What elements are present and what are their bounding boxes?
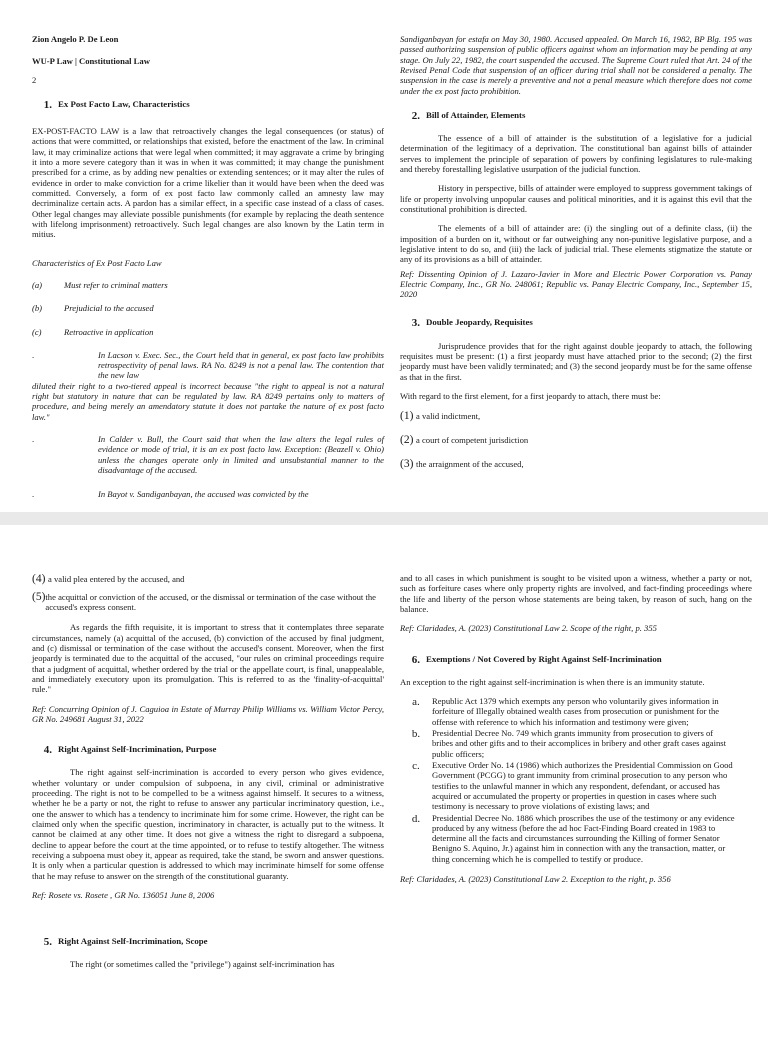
characteristics-heading: Characteristics of Ex Post Facto Law bbox=[32, 257, 162, 268]
page2-left-column bbox=[32, 573, 384, 979]
page-number: 2 bbox=[32, 74, 37, 85]
list-item: (b) Prejudicial to the accused bbox=[32, 303, 154, 314]
document-page-1 bbox=[0, 0, 768, 512]
section-5-heading bbox=[32, 936, 384, 949]
fifth-requisite-paragraph: As regards the fifth requisite, it is important to stress that it contemplates three separate circumstances, namely (a) acquittal of the accused, (b) conviction of the accused by final judgment, and (c) dismissal or termination of the case without the accused's consent. Moreover, when the first jeopardy is terminated due to the acquittal of the accused, "our rules on criminal proceedings require that a judgment of acquittal, whether ordered by the trial or the appellate court, is final, unappealable, and immediately executory upon its promulgation. This is referred to as the 'finality-of-acquittal' rule." bbox=[32, 622, 384, 695]
list-item: d. Presidential Decree No. 1886 which proscribes the use of the testimony or any evidence produced by any witness (before the ad hoc Fact-Finding Board created in 1983 to determine all the facts and circumstances surrounding the Killing of former Senator Benigno S. Aquino, Jr.) against him in connection with any the transaction, matter, or thing concerning which he is compelled to testify or produce. bbox=[411, 812, 735, 864]
course-title: WU-P Law | Constitutional Law bbox=[32, 56, 150, 67]
self-incrimination-scope-paragraph: The right (or sometimes called the "privilege") against self-incrimination has bbox=[70, 959, 335, 970]
list-item: (4) a valid plea entered by the accused, and bbox=[32, 573, 185, 585]
page1-right-column bbox=[400, 34, 752, 482]
list-item: (2) a court of competent jurisdiction bbox=[400, 433, 529, 446]
section-2-heading bbox=[400, 110, 752, 123]
list-item: b. Presidential Decree No. 749 which grants immunity from prosecution to givers of bribes and other gifts and to their accomplices in bribery and other graft cases against public officers; bbox=[411, 728, 726, 759]
section-3-heading bbox=[400, 317, 752, 330]
rosete-reference: Ref: Rosete vs. Rosete , GR No. 136051 June 8, 2006 bbox=[32, 889, 215, 900]
calder-case-paragraph: . In Calder v. Bull, the Court said that when the law alters the legal rules of evidence or mode of trial, it is an ex post facto law. Exception: (Beazell v. Ohio) unless the changes operate only in limited and unsubstantial manner to the disadvantage of the accused. bbox=[32, 434, 384, 475]
scope-continuation-paragraph: and to all cases in which punishment is sought to be visited upon a witness, whether a party or not, such as forfeiture cases where only property rights are involved, and fact-finding proceedings where the life and liberty of the person whose statements are being taken, by reason of such, hang on the balance. bbox=[400, 573, 752, 614]
lacson-case-continuation: diluted their right to a two-tiered appeal is incorrect because "the right to appeal is not a natural right but statutory in nature that can be regulated by law. RA 8249 pertains only to matters of procedure, and being merely an amendatory statute it does not partake the nature of ex post facto law." bbox=[32, 380, 384, 422]
bill-attainder-reference: Ref: Dissenting Opinion of J. Lazaro-Javier in More and Electric Power Corporation vs. Panay Electric Company, Inc., GR No. 248061; Republic vs. Panay Electric Company, Inc., September 15, 2020 bbox=[400, 268, 752, 300]
section-number: 6. bbox=[411, 653, 420, 666]
list-item: a. Republic Act 1379 which exempts any person who voluntarily gives information in forfeiture of Illegally obtained wealth cases from prosecution or punishment for the offense with reference to which his information and testimony were given; bbox=[412, 696, 720, 727]
list-item: (c) Retroactive in application bbox=[32, 326, 154, 337]
list-item: (5) the acquittal or conviction of the accused, or the dismissal or termination of the case without the accused's express consent. bbox=[32, 590, 376, 613]
list-item: c. Executive Order No. 14 (1986) which authorizes the Presidential Commission on Good Government (PCGG) to grant immunity from criminal prosecution to any person who testifies to the unlawful manner in which any respondent, defendant, or accused has acquired or accumulated the property or properties in question in cases where such testimony is necessary to prove violations of existing laws; and bbox=[412, 759, 733, 812]
list-item: (3) the arraignment of the accused, bbox=[400, 457, 524, 470]
bill-attainder-paragraph-2: History in perspective, bills of attainder were employed to suppress government takings of life or property involving unpopular causes and political minorities, and it is against this evil that the constitutional prohibition is directed. bbox=[400, 183, 752, 214]
characteristics-list bbox=[32, 280, 384, 337]
bayot-case-continuation: Sandiganbayan for estafa on May 30, 1980. Accused appealed. On March 16, 1982, BP Blg. 195 was passed authorizing suspension of public officers against whom an information may be pending at any stage. On July 22, 1982, the court suspended the accused. The Supreme Court ruled that Art. 24 of the Revised Penal Code that suspension of an officer during trial shall not be considered a penalty. The suspension in the case is merely a preventive and not a penal measure which therefore does not come under the ex post facto prohibition. bbox=[400, 34, 752, 96]
bill-attainder-paragraph-1: The essence of a bill of attainder is the substitution of a legislative for a judicial determination of the legitimacy of a deprivation. The constitutional ban against bills of attainder serves to implement the principle of separation of powers by confining legislatures to rule-making and thereby forestalling legislative usurpation of the judicial function. bbox=[400, 133, 752, 174]
section-title: Exemptions / Not Covered by Right Against Self-Incrimination bbox=[426, 653, 662, 664]
page-separator bbox=[0, 512, 768, 525]
section-number: 3. bbox=[411, 317, 420, 330]
immunity-intro: An exception to the right against self-incrimination is when there is an immunity statute. bbox=[400, 676, 705, 687]
lacson-case-paragraph: . In Lacson v. Exec. Sec., the Court held that in general, ex post facto law prohibits retrospectivity of penal laws. RA No. 8249 is not a penal law. The contention that the new law bbox=[32, 349, 384, 381]
first-element-paragraph: With regard to the first element, for a first jeopardy to attach, there must be: bbox=[400, 390, 661, 401]
bill-attainder-elements: The elements of a bill of attainder are: (i) the singling out of a definite class, (ii) the imposition of a burden on it, without or far outweighing any non-punitive legislative purpose, and a legislative intent to do so, and (iii) the lack of judicial trial. These elements stigmatize the statute or any of its provisions as a bill of attainder. bbox=[400, 223, 752, 265]
list-item: (a) Must refer to criminal matters bbox=[32, 279, 168, 290]
section-number: 4. bbox=[43, 744, 52, 757]
self-incrimination-purpose-paragraph: The right against self-incrimination is accorded to every person who gives evidence, whether voluntary or under compulsion of subpoena, in any civil, criminal or administrative proceeding. The right is not to be compelled to be a witness against himself. It secures to a witness, whether he be a party or not, the right to refuse to answer any particular incriminatory question, i.e., one the answer to which has a tendency to incriminate him for some crime. However, the right can be claimed only when the specific question, incriminatory in character, is actually put to the witness. It cannot be claimed at any other time. It does not give a witness the right to disregard a subpoena, decline to appear before the court at the time appointed, or to refuse to testify altogether. The witness receiving a subpoena must obey it, appear as required, take the stand, be sworn and answer questions. It is only when a particular question is addressed to which may incriminate himself for some offense that he may refuse to answer on the strength of the constitutional guaranty. bbox=[32, 767, 384, 881]
section-4-heading bbox=[32, 744, 384, 757]
section-1-heading bbox=[32, 99, 384, 112]
double-jeopardy-paragraph: Jurisprudence provides that for the right against double jeopardy to attach, the following requisites must be present: (1) a first jeopardy must have attached prior to the second; (2) the first jeopardy must have been validly terminated; and (3) the second jeopardy must be for the same offense as that in the first. bbox=[400, 340, 752, 382]
list-item: (1) a valid indictment, bbox=[400, 410, 481, 423]
section-number: 1. bbox=[43, 98, 52, 111]
page1-left-column bbox=[32, 34, 384, 500]
section-title: Double Jeopardy, Requisites bbox=[426, 317, 533, 328]
section-number: 2. bbox=[411, 109, 420, 122]
author-name: Zion Angelo P. De Leon bbox=[32, 34, 119, 44]
bayot-case-paragraph: . In Bayot v. Sandiganbayan, the accused was convicted by the bbox=[32, 489, 309, 500]
section-title: Ex Post Facto Law, Characteristics bbox=[58, 98, 190, 109]
section-title: Bill of Attainder, Elements bbox=[426, 109, 526, 120]
section-title: Right Against Self-Incrimination, Purpose bbox=[58, 744, 217, 755]
page2-right-column bbox=[400, 573, 752, 893]
ex-post-facto-paragraph: EX-POST-FACTO LAW is a law that retroactively changes the legal consequences (or status) of actions that were committed, or relationships that existed, before the enactment of the law. In criminal law, it may criminalize actions that were legal when committed; it may aggravate a crime by bringing it into a more severe category than it was in when it was committed; it may change the punishment prescribed for a crime, as by adding new penalties or extending sentences; or it may alter the rules of evidence in order to make conviction for a crime likelier than it would have been when the deed was committed. Conversely, a form of ex post facto law commonly called an amnesty law may decriminalize certain acts. A pardon has a similar effect, in a specific case instead of a class of cases. Other legal changes may alleviate possible punishments (for example by replacing the death sentence with lifelong imprisonment) retroactively. Such legal changes are also known by the Latin term in mitius. bbox=[32, 126, 384, 240]
section-title: Right Against Self-Incrimination, Scope bbox=[58, 936, 208, 947]
section-number: 5. bbox=[43, 936, 52, 949]
section-6-heading bbox=[400, 654, 752, 667]
exception-reference: Ref: Claridades, A. (2023) Constitutional Law 2. Exception to the right, p. 356 bbox=[400, 874, 671, 885]
scope-reference: Ref: Claridades, A. (2023) Constitutional Law 2. Scope of the right, p. 355 bbox=[400, 623, 657, 634]
immunity-statutes-list bbox=[400, 696, 752, 864]
document-page-2 bbox=[0, 525, 768, 1037]
double-jeopardy-reference: Ref: Concurring Opinion of J. Caguioa in Estate of Murray Philip Williams vs. William Victor Percy, GR No. 249681 August 31, 2022 bbox=[32, 703, 384, 724]
